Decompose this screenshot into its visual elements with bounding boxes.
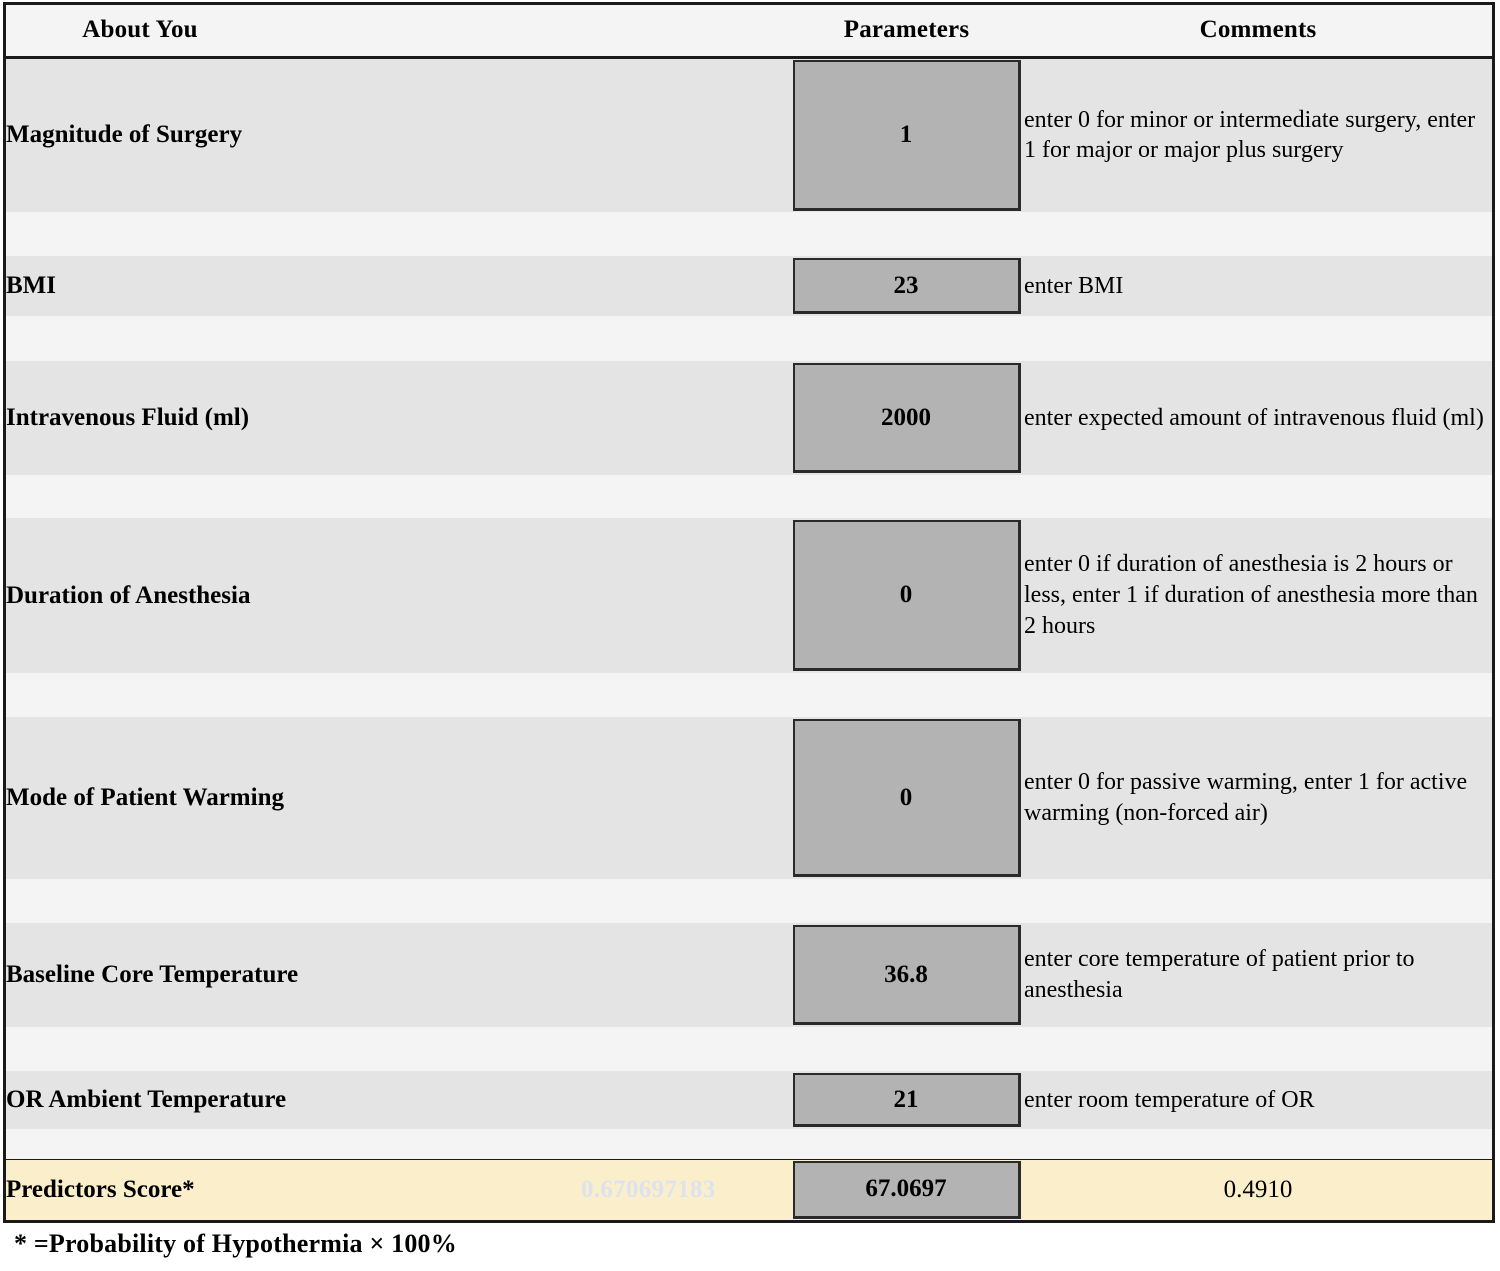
row-label-intravenous-fluid: Intravenous Fluid (ml): [6, 361, 789, 475]
comment-predictors-score: 0.4910: [1024, 1159, 1492, 1221]
footnote-probability-of-hypothermia: * =Probability of Hypothermia × 100%: [14, 1229, 457, 1258]
row-spacer: [6, 1027, 1492, 1071]
parameter-cell: [789, 923, 1024, 1027]
parameter-output-predictors-score[interactable]: 67.0697: [793, 1161, 1021, 1219]
parameter-cell: [789, 57, 1024, 212]
parameter-input-bmi[interactable]: 23: [793, 258, 1021, 314]
row-spacer: [6, 879, 1492, 923]
header-cell-about: [6, 5, 789, 57]
parameter-cell: [789, 1159, 1024, 1221]
parameter-input-intravenous-fluid[interactable]: 2000: [793, 363, 1021, 473]
comment-magnitude-of-surgery: enter 0 for minor or intermediate surgery, enter 1 for major or major plus surgery: [1024, 57, 1492, 212]
predictor-table: [6, 5, 1492, 1223]
row-label-bmi: BMI: [6, 256, 789, 316]
row-spacer: [6, 1129, 1492, 1159]
parameter-input-duration-of-anesthesia[interactable]: 0: [793, 520, 1021, 671]
row-label-or-ambient-temperature: OR Ambient Temperature: [6, 1071, 789, 1129]
row-label-predictors-score: [6, 1159, 789, 1221]
predictors-score-label-text: Predictors Score*: [6, 1175, 195, 1203]
column-header-parameters: Parameters: [843, 16, 970, 44]
parameter-cell: [789, 518, 1024, 673]
comment-bmi: enter BMI: [1024, 256, 1492, 316]
comment-duration-of-anesthesia: enter 0 if duration of anesthesia is 2 hours or less, enter 1 if duration of anesthesia more than 2 hours: [1024, 518, 1492, 673]
column-header-about-you: About You: [82, 16, 198, 44]
parameter-cell: [789, 256, 1024, 316]
table-row: [6, 923, 1492, 1027]
row-spacer: [6, 316, 1492, 361]
header-cell-parameters: [789, 5, 1024, 57]
row-label-mode-of-patient-warming: Mode of Patient Warming: [6, 717, 789, 879]
table-row: [6, 518, 1492, 673]
row-spacer: [6, 212, 1492, 256]
table-row: [6, 1071, 1492, 1129]
table-header-row: [6, 5, 1492, 57]
predictor-table-container: [3, 2, 1495, 1223]
parameter-input-magnitude-of-surgery[interactable]: 1: [793, 60, 1021, 211]
comment-mode-of-patient-warming: enter 0 for passive warming, enter 1 for active warming (non-forced air): [1024, 717, 1492, 879]
row-label-magnitude-of-surgery: Magnitude of Surgery: [6, 57, 789, 212]
parameter-input-mode-of-patient-warming[interactable]: 0: [793, 719, 1021, 877]
header-cell-comments: [1024, 5, 1492, 57]
parameter-input-or-ambient-temperature[interactable]: 21: [793, 1073, 1021, 1127]
table-row: [6, 256, 1492, 316]
predictors-score-raw-probability: 0.670697183: [581, 1175, 716, 1203]
comment-or-ambient-temperature: enter room temperature of OR: [1024, 1071, 1492, 1129]
row-spacer: [6, 475, 1492, 518]
parameter-cell: [789, 1071, 1024, 1129]
parameter-cell: [789, 717, 1024, 879]
column-header-comments: Comments: [1199, 16, 1317, 44]
parameter-cell: [789, 361, 1024, 475]
table-row: [6, 361, 1492, 475]
row-label-baseline-core-temperature: Baseline Core Temperature: [6, 923, 789, 1027]
table-row: [6, 57, 1492, 212]
table-row: [6, 717, 1492, 879]
parameter-input-baseline-core-temperature[interactable]: 36.8: [793, 925, 1021, 1025]
row-spacer: [6, 673, 1492, 717]
row-label-duration-of-anesthesia: Duration of Anesthesia: [6, 518, 789, 673]
comment-intravenous-fluid: enter expected amount of intravenous fluid (ml): [1024, 361, 1492, 475]
comment-baseline-core-temperature: enter core temperature of patient prior to anesthesia: [1024, 923, 1492, 1027]
predictors-score-row: [6, 1159, 1492, 1221]
